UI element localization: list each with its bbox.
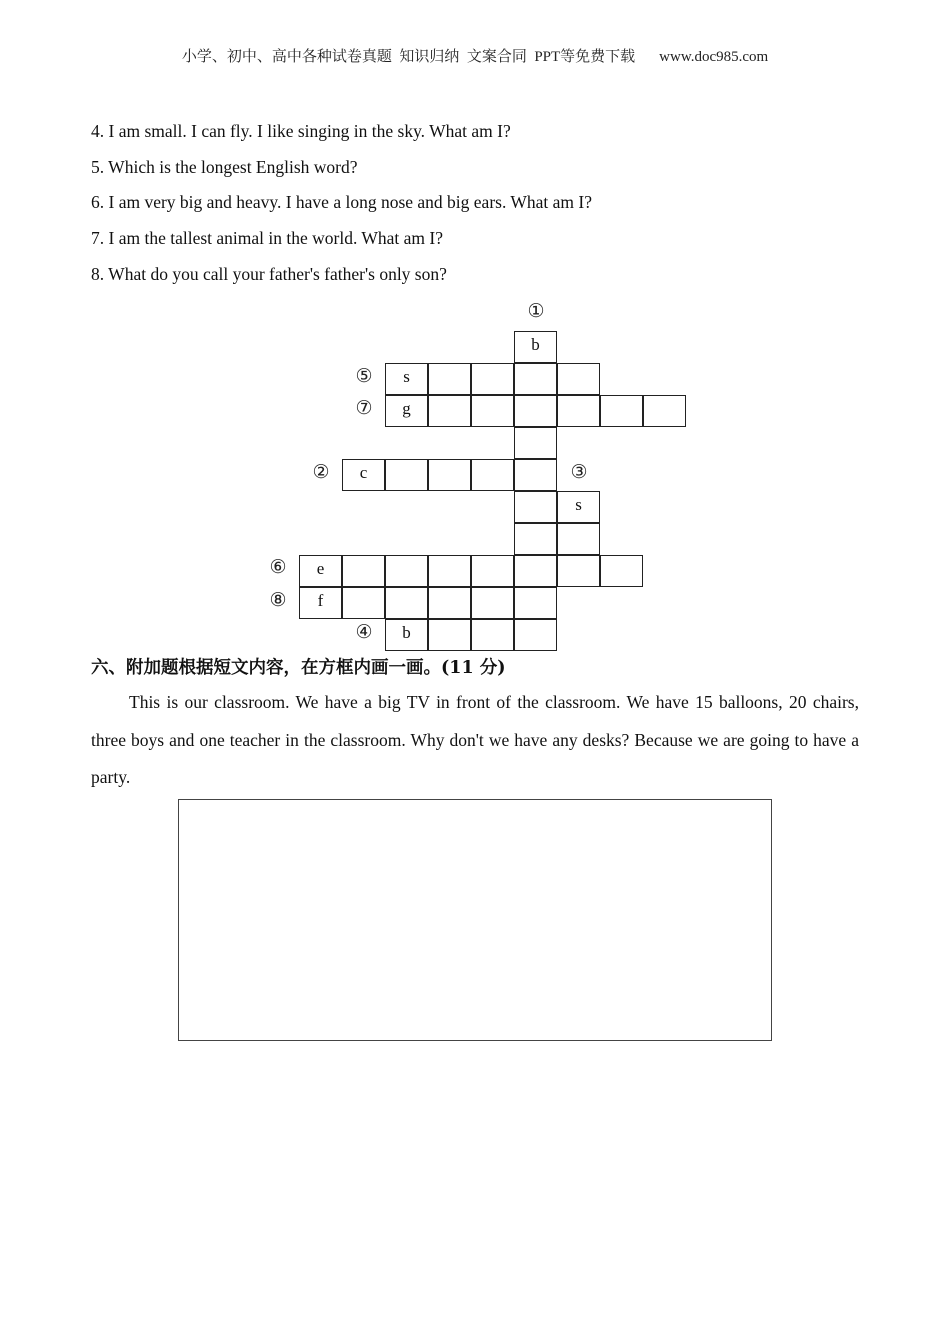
header-text: 小学、初中、高中各种试卷真题 知识归纳 文案合同 PPT等免费下载	[181, 49, 636, 65]
crossword-cell[interactable]	[514, 587, 557, 619]
crossword-cell[interactable]	[471, 459, 514, 491]
clue-number-4: ④	[355, 621, 373, 643]
drawing-box[interactable]	[178, 799, 772, 1041]
page-header	[0, 45, 950, 66]
clue-number-5: ⑤	[355, 365, 373, 387]
crossword-cell[interactable]	[428, 587, 471, 619]
cell-letter: s	[403, 367, 410, 386]
clue-7: 7. I am the tallest animal in the world. What am I?	[91, 228, 443, 248]
crossword-cell[interactable]	[385, 459, 428, 491]
clue-6: 6. I am very big and heavy. I have a long nose and big ears. What am I?	[91, 192, 593, 212]
crossword-cell[interactable]	[514, 619, 557, 651]
clue-4: 4. I am small. I can fly. I like singing in the sky. What am I?	[91, 121, 511, 141]
reading-passage: This is our classroom. We have a big TV in front of the classroom. We have 15 balloons, 20 chairs, three boys and one teacher in the classroom. Why don't we have any desks? Because we are going to have a party.	[91, 692, 859, 787]
crossword-cell[interactable]	[385, 619, 428, 651]
header-url: www.doc985.com	[659, 49, 769, 65]
cell-letter: f	[317, 591, 324, 610]
crossword-cell[interactable]	[299, 587, 342, 619]
crossword-cell[interactable]	[471, 619, 514, 651]
cell-letter: c	[359, 463, 368, 482]
crossword-cell[interactable]	[342, 587, 385, 619]
crossword-cell[interactable]	[557, 523, 600, 555]
crossword-cell[interactable]	[514, 555, 557, 587]
cell-letter: s	[575, 495, 582, 514]
crossword-cell[interactable]	[557, 555, 600, 587]
crossword-cell[interactable]	[514, 427, 557, 459]
crossword-cell[interactable]	[428, 619, 471, 651]
crossword-cell[interactable]	[557, 491, 600, 523]
cell-letter: e	[316, 559, 325, 578]
clue-5: 5. Which is the longest English word?	[91, 157, 358, 177]
crossword-cell[interactable]	[557, 395, 600, 427]
crossword-cell[interactable]	[514, 523, 557, 555]
clue-number-6: ⑥	[269, 556, 287, 578]
crossword-cell[interactable]	[471, 555, 514, 587]
clue-number-3: ③	[570, 461, 588, 483]
crossword-cell[interactable]	[471, 587, 514, 619]
crossword-cell[interactable]	[428, 459, 471, 491]
crossword-cell[interactable]	[514, 395, 557, 427]
crossword-cell[interactable]	[385, 395, 428, 427]
crossword-cell[interactable]	[643, 395, 686, 427]
clue-number-2: ②	[312, 461, 330, 483]
crossword-cell[interactable]	[471, 363, 514, 395]
crossword-cell[interactable]	[514, 491, 557, 523]
crossword-cell[interactable]	[428, 363, 471, 395]
clue-number-7: ⑦	[355, 397, 373, 419]
crossword-cell[interactable]	[600, 395, 643, 427]
crossword-cell[interactable]	[557, 363, 600, 395]
crossword-cell[interactable]	[299, 555, 342, 587]
crossword-cell[interactable]	[514, 363, 557, 395]
crossword-cell[interactable]	[342, 459, 385, 491]
clue-number-8: ⑧	[269, 589, 287, 611]
crossword-cell[interactable]	[600, 555, 643, 587]
section-title: 六、附加题根据短文内容，在方框内画一画。(11 分)	[91, 658, 506, 678]
crossword-cell[interactable]	[385, 587, 428, 619]
crossword-cell[interactable]	[428, 395, 471, 427]
cell-letter: b	[531, 335, 540, 354]
clue-number-1: ①	[527, 300, 545, 322]
crossword-cell[interactable]	[514, 331, 557, 363]
crossword-cell[interactable]	[471, 395, 514, 427]
cell-letter: g	[402, 399, 411, 418]
clue-8: 8. What do you call your father's father's only son?	[91, 264, 447, 284]
cell-letter: b	[402, 623, 411, 642]
crossword-cell[interactable]	[385, 363, 428, 395]
crossword-cell[interactable]	[514, 459, 557, 491]
crossword-cell[interactable]	[385, 555, 428, 587]
crossword-cell[interactable]	[342, 555, 385, 587]
crossword-cell[interactable]	[428, 555, 471, 587]
